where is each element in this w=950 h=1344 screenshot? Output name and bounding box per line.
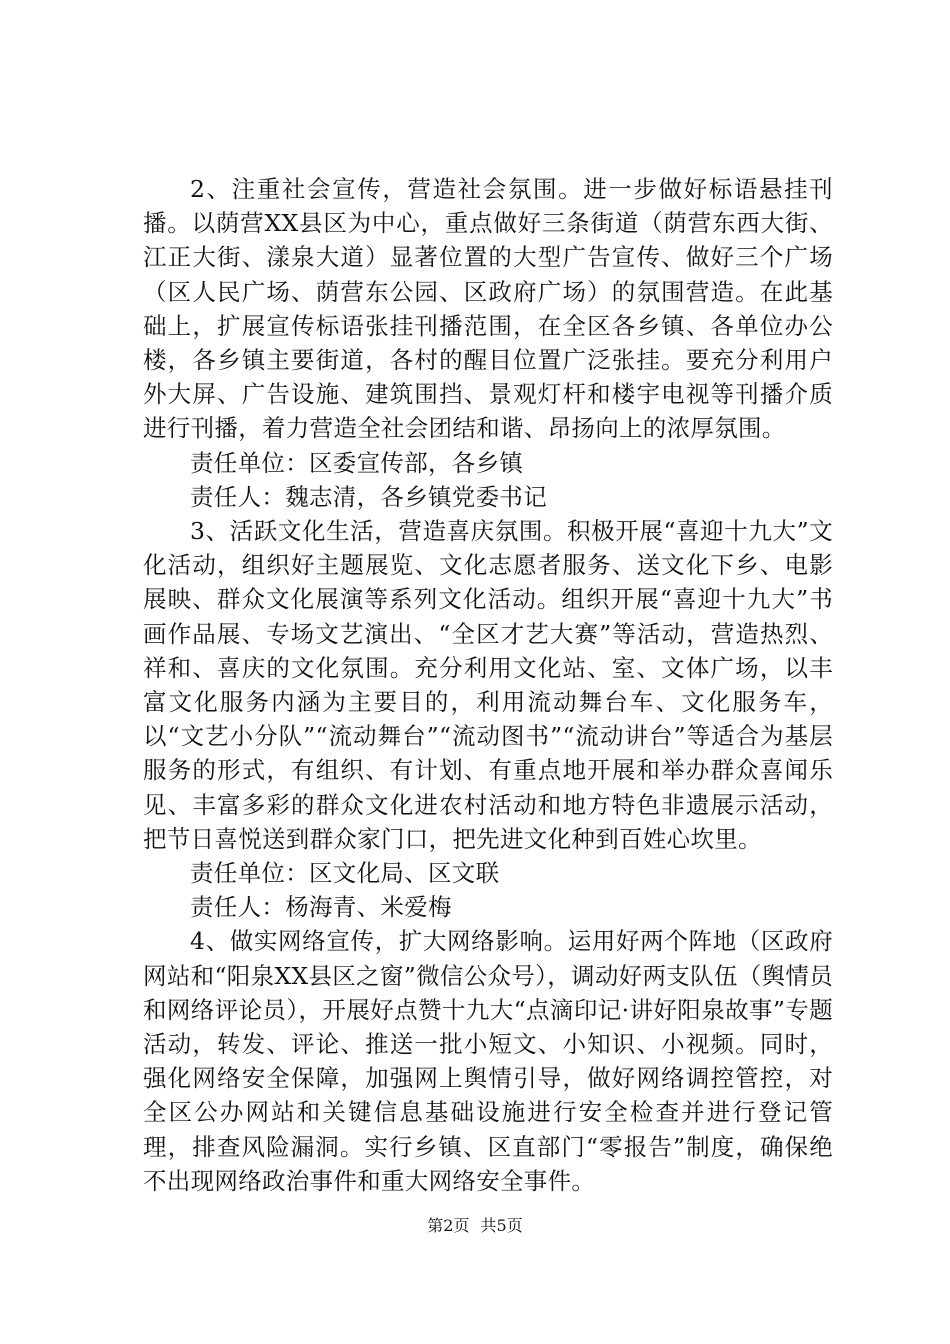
paragraph-cultural-life: 3、活跃文化生活，营造喜庆氛围。积极开展“喜迎十九大”文化活动，组织好主题展览、文化志愿者服务、送文化下乡、电影展映、群众文化展演等系列文化活动。组织开展“喜迎十九大”书画作品展、专场文艺演出、“全区才艺大赛”等活动，营造热烈、祥和、喜庆的文化氛围。充分利用文化站、室、文体广场，以丰富文化服务内涵为主要目的，利用流动舞台车、文化服务车，以“文艺小分队”“流动舞台”“流动图书”“流动讲台”等适合为基层服务的形式，有组织、有计划、有重点地开展和举办群众喜闻乐见、丰富多彩的群众文化进农村活动和地方特色非遗展示活动，把节日喜悦送到群众家门口，把先进文化种到百姓心坎里。 — [143, 517, 833, 853]
paragraph-responsible-person: 责任人：魏志清，各乡镇党委书记 — [190, 482, 547, 511]
paragraph-network-publicity: 4、做实网络宣传，扩大网络影响。运用好两个阵地（区政府网站和“阳泉XX县区之窗”微信公众号），调动好两支队伍（舆情员和网络评论员），开展好点赞十九大“点滴印记·讲好阳泉故事”专题活动，转发、评论、推送一批小短文、小知识、小视频。同时，强化网络安全保障，加强网上舆情引导，做好网络调控管控，对全区公办网站和关键信息基础设施进行安全检查并进行登记管理，排查风险漏洞。实行乡镇、区直部门“零报告”制度，确保绝不出现网络政治事件和重大网络安全事件。 — [143, 927, 833, 1195]
page-total: 共5页 — [480, 1216, 523, 1235]
paragraph-responsible-unit: 责任单位：区委宣传部，各乡镇 — [190, 448, 524, 477]
page-number: 第2页 — [427, 1216, 470, 1235]
document-body — [143, 172, 833, 1198]
paragraph-social-publicity: 2、注重社会宣传，营造社会氛围。进一步做好标语悬挂刊播。以荫营XX县区为中心，重点做好三条街道（荫营东西大街、江正大街、漾泉大道）显著位置的大型广告宣传、做好三个广场（区人民广场、荫营东公园、区政府广场）的氛围营造。在此基础上，扩展宣传标语张挂刊播范围，在全区各乡镇、各单位办公楼，各乡镇主要街道，各村的醒目位置广泛张挂。要充分利用户外大屏、广告设施、建筑围挡、景观灯杆和楼宇电视等刊播介质进行刊播，着力营造全社会团结和谐、昂扬向上的浓厚氛围。 — [143, 175, 833, 443]
paragraph-responsible-person: 责任人：杨海青、米爱梅 — [190, 893, 452, 922]
page-footer — [0, 1216, 950, 1236]
paragraph-responsible-unit: 责任单位：区文化局、区文联 — [190, 859, 500, 888]
